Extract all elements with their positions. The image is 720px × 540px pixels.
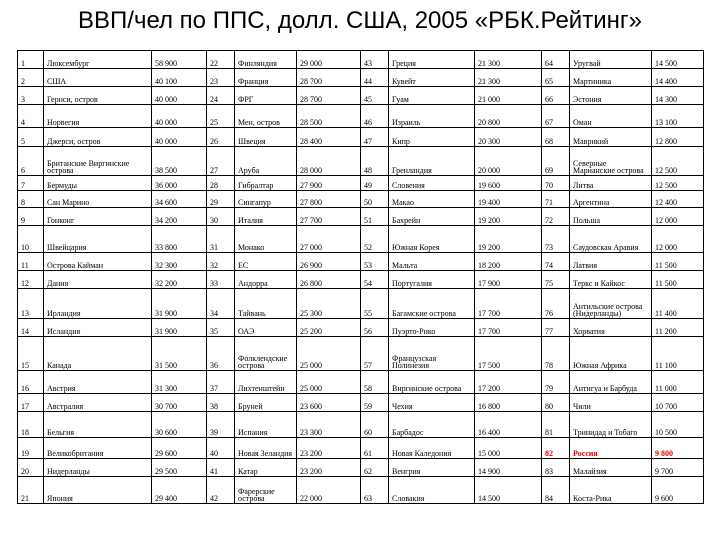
rank-cell: 12 bbox=[18, 271, 44, 289]
rank-cell: 58 bbox=[361, 371, 389, 394]
rank-cell: 34 bbox=[207, 289, 235, 319]
table-row bbox=[18, 128, 704, 147]
value-cell: 20 800 bbox=[475, 105, 542, 128]
rank-cell: 37 bbox=[207, 371, 235, 394]
value-cell: 27 800 bbox=[297, 191, 361, 208]
country-cell: Фолклендские острова bbox=[235, 337, 297, 371]
value-cell: 31 900 bbox=[152, 289, 207, 319]
country-cell: Пуэрто-Рико bbox=[389, 319, 475, 337]
table-row bbox=[18, 438, 704, 459]
rank-cell: 73 bbox=[542, 226, 570, 253]
rank-cell: 1 bbox=[18, 51, 44, 69]
rank-cell: 10 bbox=[18, 226, 44, 253]
country-cell: ОАЭ bbox=[235, 319, 297, 337]
value-cell: 28 000 bbox=[297, 147, 361, 176]
rank-cell: 25 bbox=[207, 105, 235, 128]
value-cell: 29 000 bbox=[297, 51, 361, 69]
rank-cell: 24 bbox=[207, 87, 235, 105]
country-cell: Швеция bbox=[235, 128, 297, 147]
rank-cell: 22 bbox=[207, 51, 235, 69]
value-cell: 13 100 bbox=[652, 105, 704, 128]
rank-cell: 68 bbox=[542, 128, 570, 147]
rank-cell: 5 bbox=[18, 128, 44, 147]
country-cell: Антигуа и Барбуда bbox=[570, 371, 652, 394]
country-cell: Южная Корея bbox=[389, 226, 475, 253]
rank-cell: 8 bbox=[18, 191, 44, 208]
country-cell: Уругвай bbox=[570, 51, 652, 69]
value-cell: 23 600 bbox=[297, 394, 361, 412]
value-cell: 14 500 bbox=[652, 51, 704, 69]
value-cell: 36 000 bbox=[152, 176, 207, 191]
rank-cell: 16 bbox=[18, 371, 44, 394]
value-cell: 21 300 bbox=[475, 69, 542, 87]
value-cell: 26 800 bbox=[297, 271, 361, 289]
country-cell: Литва bbox=[570, 176, 652, 191]
table-row bbox=[18, 87, 704, 105]
rank-cell: 33 bbox=[207, 271, 235, 289]
table-row bbox=[18, 337, 704, 371]
table-row bbox=[18, 253, 704, 271]
country-cell: Швейцария bbox=[44, 226, 152, 253]
country-cell: Новая Зеландия bbox=[235, 438, 297, 459]
table-row bbox=[18, 477, 704, 504]
value-cell: 29 500 bbox=[152, 459, 207, 477]
value-cell: 11 100 bbox=[652, 337, 704, 371]
value-cell: 34 600 bbox=[152, 191, 207, 208]
value-cell: 12 000 bbox=[652, 226, 704, 253]
country-cell: Монако bbox=[235, 226, 297, 253]
country-cell: Оман bbox=[570, 105, 652, 128]
country-cell: Южная Африка bbox=[570, 337, 652, 371]
rank-cell: 59 bbox=[361, 394, 389, 412]
rank-cell: 84 bbox=[542, 477, 570, 504]
country-cell: Великобритания bbox=[44, 438, 152, 459]
rank-cell: 3 bbox=[18, 87, 44, 105]
country-cell: Фарерские острова bbox=[235, 477, 297, 504]
country-cell: Мартиника bbox=[570, 69, 652, 87]
value-cell: 20 300 bbox=[475, 128, 542, 147]
country-cell: Бахрейн bbox=[389, 208, 475, 226]
rank-cell: 9 bbox=[18, 208, 44, 226]
rank-cell: 81 bbox=[542, 412, 570, 438]
country-cell: Бермуды bbox=[44, 176, 152, 191]
rank-cell: 23 bbox=[207, 69, 235, 87]
country-cell: Израиль bbox=[389, 105, 475, 128]
rank-cell: 63 bbox=[361, 477, 389, 504]
rank-cell: 47 bbox=[361, 128, 389, 147]
country-cell: Коста-Рика bbox=[570, 477, 652, 504]
value-cell: 9 800 bbox=[652, 438, 704, 459]
value-cell: 10 700 bbox=[652, 394, 704, 412]
country-cell: Гуам bbox=[389, 87, 475, 105]
rank-cell: 74 bbox=[542, 253, 570, 271]
country-cell: Гонконг bbox=[44, 208, 152, 226]
value-cell: 28 700 bbox=[297, 69, 361, 87]
country-cell: Финляндия bbox=[235, 51, 297, 69]
country-cell: Ирландия bbox=[44, 289, 152, 319]
table-row bbox=[18, 289, 704, 319]
country-cell: Французская Полинезия bbox=[389, 337, 475, 371]
value-cell: 17 700 bbox=[475, 289, 542, 319]
rank-cell: 66 bbox=[542, 87, 570, 105]
rank-cell: 49 bbox=[361, 176, 389, 191]
country-cell: Гернси, остров bbox=[44, 87, 152, 105]
rank-cell: 48 bbox=[361, 147, 389, 176]
value-cell: 12 400 bbox=[652, 191, 704, 208]
country-cell: Мальта bbox=[389, 253, 475, 271]
value-cell: 9 600 bbox=[652, 477, 704, 504]
country-cell: США bbox=[44, 69, 152, 87]
table-row bbox=[18, 459, 704, 477]
country-cell: Кувейт bbox=[389, 69, 475, 87]
country-cell: Словения bbox=[389, 176, 475, 191]
country-cell: Северные Марианские острова bbox=[570, 147, 652, 176]
country-cell: Португалия bbox=[389, 271, 475, 289]
value-cell: 14 400 bbox=[652, 69, 704, 87]
rank-cell: 20 bbox=[18, 459, 44, 477]
country-cell: Испания bbox=[235, 412, 297, 438]
value-cell: 20 000 bbox=[475, 147, 542, 176]
rank-cell: 26 bbox=[207, 128, 235, 147]
country-cell: Франция bbox=[235, 69, 297, 87]
country-cell: Тринидад и Тобаго bbox=[570, 412, 652, 438]
rank-cell: 17 bbox=[18, 394, 44, 412]
country-cell: Тайвань bbox=[235, 289, 297, 319]
value-cell: 40 000 bbox=[152, 128, 207, 147]
page-title: ВВП/чел по ППС, долл. США, 2005 «РБК.Рейтинг» bbox=[78, 7, 642, 34]
rank-cell: 55 bbox=[361, 289, 389, 319]
value-cell: 26 900 bbox=[297, 253, 361, 271]
rank-cell: 42 bbox=[207, 477, 235, 504]
rank-cell: 36 bbox=[207, 337, 235, 371]
value-cell: 9 700 bbox=[652, 459, 704, 477]
value-cell: 23 200 bbox=[297, 459, 361, 477]
rank-cell: 31 bbox=[207, 226, 235, 253]
rank-cell: 11 bbox=[18, 253, 44, 271]
table-row bbox=[18, 394, 704, 412]
rank-cell: 28 bbox=[207, 176, 235, 191]
country-cell: Андорра bbox=[235, 271, 297, 289]
country-cell: Гренландия bbox=[389, 147, 475, 176]
value-cell: 19 200 bbox=[475, 226, 542, 253]
value-cell: 19 400 bbox=[475, 191, 542, 208]
rank-cell: 6 bbox=[18, 147, 44, 176]
country-cell: Дания bbox=[44, 271, 152, 289]
value-cell: 10 500 bbox=[652, 412, 704, 438]
value-cell: 21 000 bbox=[475, 87, 542, 105]
rank-cell: 61 bbox=[361, 438, 389, 459]
value-cell: 27 900 bbox=[297, 176, 361, 191]
value-cell: 38 500 bbox=[152, 147, 207, 176]
country-cell: Хорватия bbox=[570, 319, 652, 337]
rank-cell: 4 bbox=[18, 105, 44, 128]
gdp-ranking-table bbox=[17, 50, 704, 504]
value-cell: 28 700 bbox=[297, 87, 361, 105]
country-cell: Польша bbox=[570, 208, 652, 226]
rank-cell: 45 bbox=[361, 87, 389, 105]
value-cell: 16 400 bbox=[475, 412, 542, 438]
rank-cell: 40 bbox=[207, 438, 235, 459]
country-cell: Маврикий bbox=[570, 128, 652, 147]
rank-cell: 13 bbox=[18, 289, 44, 319]
value-cell: 17 200 bbox=[475, 371, 542, 394]
country-cell: Джерси, остров bbox=[44, 128, 152, 147]
country-cell: Теркс и Кайкос bbox=[570, 271, 652, 289]
value-cell: 18 200 bbox=[475, 253, 542, 271]
country-cell: Острова Кайман bbox=[44, 253, 152, 271]
table-row bbox=[18, 226, 704, 253]
country-cell: Катар bbox=[235, 459, 297, 477]
value-cell: 19 200 bbox=[475, 208, 542, 226]
country-cell: Нидерланды bbox=[44, 459, 152, 477]
value-cell: 28 400 bbox=[297, 128, 361, 147]
country-cell: Мен, остров bbox=[235, 105, 297, 128]
country-cell: Кипр bbox=[389, 128, 475, 147]
country-cell: Греция bbox=[389, 51, 475, 69]
value-cell: 25 200 bbox=[297, 319, 361, 337]
country-cell: Антильские острова (Нидерланды) bbox=[570, 289, 652, 319]
value-cell: 23 300 bbox=[297, 412, 361, 438]
rank-cell: 76 bbox=[542, 289, 570, 319]
value-cell: 25 000 bbox=[297, 337, 361, 371]
value-cell: 33 800 bbox=[152, 226, 207, 253]
rank-cell: 32 bbox=[207, 253, 235, 271]
value-cell: 25 000 bbox=[297, 371, 361, 394]
value-cell: 32 300 bbox=[152, 253, 207, 271]
country-cell: Макао bbox=[389, 191, 475, 208]
value-cell: 32 200 bbox=[152, 271, 207, 289]
country-cell: Канада bbox=[44, 337, 152, 371]
rank-cell: 64 bbox=[542, 51, 570, 69]
value-cell: 14 500 bbox=[475, 477, 542, 504]
rank-cell: 57 bbox=[361, 337, 389, 371]
rank-cell: 71 bbox=[542, 191, 570, 208]
rank-cell: 39 bbox=[207, 412, 235, 438]
value-cell: 22 000 bbox=[297, 477, 361, 504]
rank-cell: 19 bbox=[18, 438, 44, 459]
value-cell: 14 900 bbox=[475, 459, 542, 477]
value-cell: 11 000 bbox=[652, 371, 704, 394]
rank-cell: 62 bbox=[361, 459, 389, 477]
rank-cell: 43 bbox=[361, 51, 389, 69]
rank-cell: 44 bbox=[361, 69, 389, 87]
table-row bbox=[18, 271, 704, 289]
country-cell: Австралия bbox=[44, 394, 152, 412]
table-row bbox=[18, 208, 704, 226]
value-cell: 40 100 bbox=[152, 69, 207, 87]
value-cell: 58 900 bbox=[152, 51, 207, 69]
value-cell: 28 500 bbox=[297, 105, 361, 128]
table-row bbox=[18, 191, 704, 208]
country-cell: Чехия bbox=[389, 394, 475, 412]
value-cell: 11 500 bbox=[652, 253, 704, 271]
rank-cell: 54 bbox=[361, 271, 389, 289]
table-row bbox=[18, 176, 704, 191]
value-cell: 30 700 bbox=[152, 394, 207, 412]
value-cell: 40 000 bbox=[152, 105, 207, 128]
value-cell: 12 800 bbox=[652, 128, 704, 147]
country-cell: Бельгия bbox=[44, 412, 152, 438]
value-cell: 11 200 bbox=[652, 319, 704, 337]
value-cell: 27 000 bbox=[297, 226, 361, 253]
table-row bbox=[18, 105, 704, 128]
country-cell: ЕС bbox=[235, 253, 297, 271]
rank-cell: 21 bbox=[18, 477, 44, 504]
value-cell: 31 500 bbox=[152, 337, 207, 371]
rank-cell: 56 bbox=[361, 319, 389, 337]
country-cell: Словакия bbox=[389, 477, 475, 504]
rank-cell: 18 bbox=[18, 412, 44, 438]
country-cell: Норвегия bbox=[44, 105, 152, 128]
country-cell: Исландия bbox=[44, 319, 152, 337]
rank-cell: 83 bbox=[542, 459, 570, 477]
rank-cell: 69 bbox=[542, 147, 570, 176]
value-cell: 12 000 bbox=[652, 208, 704, 226]
value-cell: 29 400 bbox=[152, 477, 207, 504]
country-cell: Саудовская Аравия bbox=[570, 226, 652, 253]
rank-cell: 67 bbox=[542, 105, 570, 128]
country-cell: Чили bbox=[570, 394, 652, 412]
value-cell: 29 600 bbox=[152, 438, 207, 459]
table-row bbox=[18, 412, 704, 438]
rank-cell: 30 bbox=[207, 208, 235, 226]
rank-cell: 65 bbox=[542, 69, 570, 87]
table-row bbox=[18, 147, 704, 176]
value-cell: 12 500 bbox=[652, 176, 704, 191]
country-cell: Багамские острова bbox=[389, 289, 475, 319]
rank-cell: 46 bbox=[361, 105, 389, 128]
rank-cell: 14 bbox=[18, 319, 44, 337]
table-row bbox=[18, 51, 704, 69]
country-cell: Япония bbox=[44, 477, 152, 504]
country-cell: Аруба bbox=[235, 147, 297, 176]
country-cell: Бруней bbox=[235, 394, 297, 412]
country-cell: Венгрия bbox=[389, 459, 475, 477]
country-cell: Британские Виргинские острова bbox=[44, 147, 152, 176]
rank-cell: 70 bbox=[542, 176, 570, 191]
country-cell: Сан Марино bbox=[44, 191, 152, 208]
value-cell: 11 400 bbox=[652, 289, 704, 319]
value-cell: 21 300 bbox=[475, 51, 542, 69]
country-cell: Эстония bbox=[570, 87, 652, 105]
rank-cell: 77 bbox=[542, 319, 570, 337]
rank-cell: 52 bbox=[361, 226, 389, 253]
value-cell: 27 700 bbox=[297, 208, 361, 226]
rank-cell: 51 bbox=[361, 208, 389, 226]
value-cell: 17 500 bbox=[475, 337, 542, 371]
country-cell: Новая Каледония bbox=[389, 438, 475, 459]
value-cell: 23 200 bbox=[297, 438, 361, 459]
value-cell: 31 900 bbox=[152, 319, 207, 337]
value-cell: 19 600 bbox=[475, 176, 542, 191]
country-cell: Гибралтар bbox=[235, 176, 297, 191]
rank-cell: 72 bbox=[542, 208, 570, 226]
rank-cell: 27 bbox=[207, 147, 235, 176]
rank-cell: 60 bbox=[361, 412, 389, 438]
value-cell: 34 200 bbox=[152, 208, 207, 226]
country-cell: Сингапур bbox=[235, 191, 297, 208]
rank-cell: 50 bbox=[361, 191, 389, 208]
country-cell: Виргинские острова bbox=[389, 371, 475, 394]
country-cell: ФРГ bbox=[235, 87, 297, 105]
rank-cell: 53 bbox=[361, 253, 389, 271]
value-cell: 30 600 bbox=[152, 412, 207, 438]
table-row bbox=[18, 69, 704, 87]
rank-cell: 2 bbox=[18, 69, 44, 87]
rank-cell: 7 bbox=[18, 176, 44, 191]
value-cell: 40 000 bbox=[152, 87, 207, 105]
rank-cell: 35 bbox=[207, 319, 235, 337]
country-cell: Италия bbox=[235, 208, 297, 226]
country-cell: Барбадос bbox=[389, 412, 475, 438]
rank-cell: 29 bbox=[207, 191, 235, 208]
value-cell: 14 300 bbox=[652, 87, 704, 105]
value-cell: 12 500 bbox=[652, 147, 704, 176]
country-cell: Австрия bbox=[44, 371, 152, 394]
rank-cell: 82 bbox=[542, 438, 570, 459]
value-cell: 31 300 bbox=[152, 371, 207, 394]
rank-cell: 79 bbox=[542, 371, 570, 394]
value-cell: 16 800 bbox=[475, 394, 542, 412]
value-cell: 11 500 bbox=[652, 271, 704, 289]
rank-cell: 78 bbox=[542, 337, 570, 371]
table-row bbox=[18, 371, 704, 394]
country-cell: Лихтенштейн bbox=[235, 371, 297, 394]
rank-cell: 41 bbox=[207, 459, 235, 477]
value-cell: 15 000 bbox=[475, 438, 542, 459]
rank-cell: 75 bbox=[542, 271, 570, 289]
country-cell: Латвия bbox=[570, 253, 652, 271]
country-cell: Малайзия bbox=[570, 459, 652, 477]
value-cell: 17 700 bbox=[475, 319, 542, 337]
value-cell: 17 900 bbox=[475, 271, 542, 289]
country-cell: Аргентина bbox=[570, 191, 652, 208]
country-cell: Люксембург bbox=[44, 51, 152, 69]
value-cell: 25 300 bbox=[297, 289, 361, 319]
rank-cell: 15 bbox=[18, 337, 44, 371]
rank-cell: 38 bbox=[207, 394, 235, 412]
country-cell: Россия bbox=[570, 438, 652, 459]
table-row bbox=[18, 319, 704, 337]
rank-cell: 80 bbox=[542, 394, 570, 412]
